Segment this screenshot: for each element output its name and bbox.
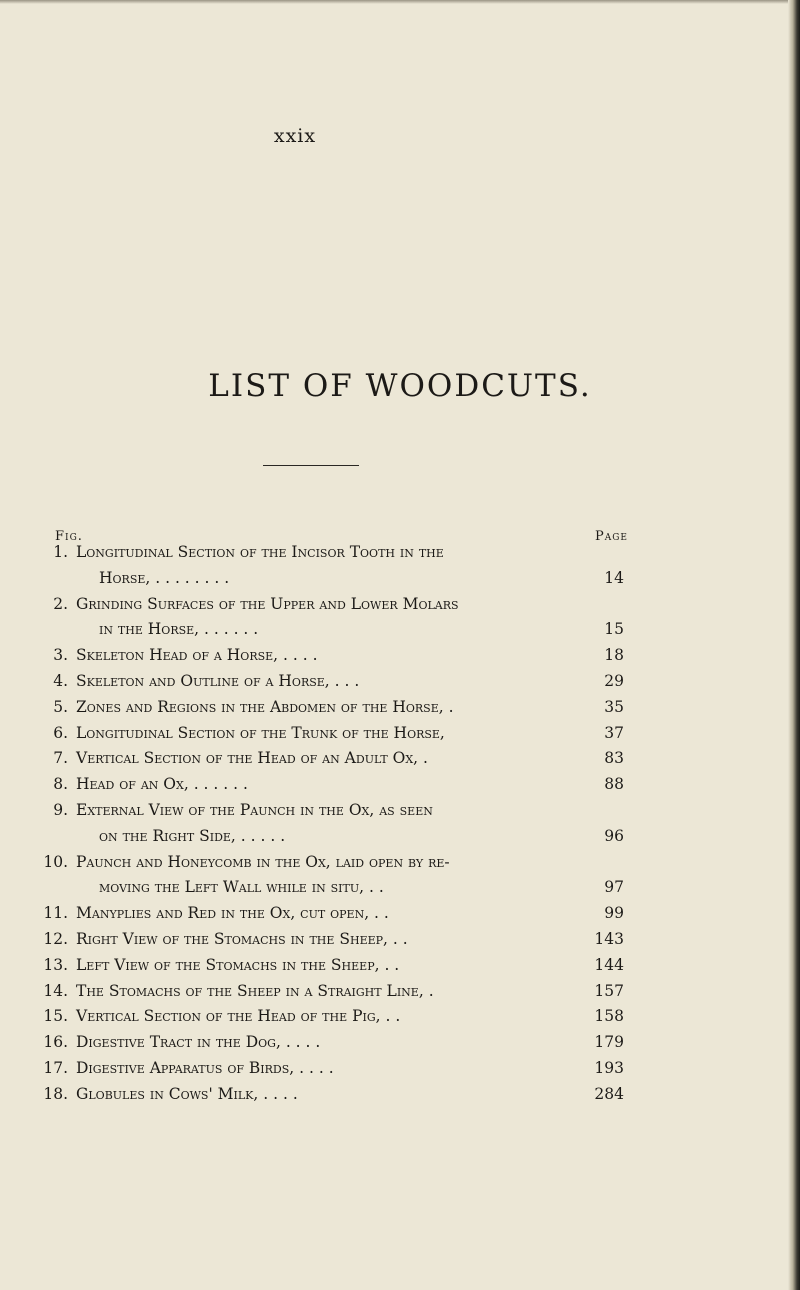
page-column-header: Page [594, 529, 628, 544]
list-item [0, 695, 800, 721]
list-item [0, 1030, 800, 1056]
entry-page: 88 [604, 775, 624, 794]
entry-title: Longitudinal Section of the Trunk of the Horse, [76, 723, 445, 742]
entry-page: 179 [594, 1033, 624, 1052]
entry-title-continued: moving the Left Wall while in situ, . . [99, 878, 384, 897]
entry-number: 2. [53, 594, 68, 613]
entry-number: 16. [43, 1033, 68, 1052]
list-item [0, 979, 800, 1005]
entry-number: 7. [53, 749, 68, 768]
list-item [0, 1056, 800, 1082]
list-item [0, 850, 800, 902]
entry-title: Globules in Cows' Milk, . . . . [76, 1084, 298, 1103]
entry-number: 18. [43, 1084, 68, 1103]
entry-title: Skeleton Head of a Horse, . . . . [76, 646, 318, 665]
entry-page: 99 [604, 904, 624, 923]
entry-number: 17. [43, 1058, 68, 1077]
entry-title: Zones and Regions in the Abdomen of the Horse, . [76, 697, 454, 716]
entry-title: Paunch and Honeycomb in the Ox, laid open by re- [76, 852, 450, 871]
entry-number: 13. [43, 955, 68, 974]
list-item [0, 901, 800, 927]
page-title: LIST OF WOODCUTS. [208, 368, 592, 404]
list-item [0, 746, 800, 772]
entry-number: 12. [43, 929, 68, 948]
entry-page: 14 [604, 568, 624, 587]
entry-title: External View of the Paunch in the Ox, as seen [76, 800, 433, 819]
entry-title: Vertical Section of the Head of an Adult Ox, . [76, 749, 428, 768]
list-item [0, 1082, 800, 1108]
list-item [0, 772, 800, 798]
list-item [0, 1004, 800, 1030]
title-divider [263, 465, 359, 466]
entry-page: 158 [594, 1007, 624, 1026]
list-item [0, 927, 800, 953]
entry-page: 143 [594, 929, 624, 948]
entry-title: Head of an Ox, . . . . . . [76, 775, 248, 794]
list-item [0, 798, 800, 850]
entry-page: 83 [604, 749, 624, 768]
entry-number: 5. [53, 697, 68, 716]
entry-number: 1. [53, 543, 68, 561]
entry-title: Left View of the Stomachs in the Sheep, . . [76, 955, 400, 974]
entry-title: Manyplies and Red in the Ox, cut open, . . [76, 904, 389, 923]
entry-title: Right View of the Stomachs in the Sheep, . . [76, 929, 408, 948]
list-item [0, 592, 800, 644]
entry-title: Grinding Surfaces of the Upper and Lower Molars [76, 594, 459, 613]
entry-number: 4. [53, 671, 68, 690]
entry-number: 8. [53, 775, 68, 794]
entry-title-continued: in the Horse, . . . . . . [99, 620, 259, 639]
entry-page: 37 [604, 723, 624, 742]
entry-number: 11. [43, 904, 68, 923]
entry-number: 6. [53, 723, 68, 742]
woodcut-list [0, 540, 800, 1108]
entry-page: 193 [594, 1058, 624, 1077]
entry-title-continued: Horse, . . . . . . . . [99, 568, 230, 587]
entry-title: Digestive Apparatus of Birds, . . . . [76, 1058, 334, 1077]
entry-page: 35 [604, 697, 624, 716]
entry-number: 3. [53, 646, 68, 665]
fig-column-header: Fig. [55, 529, 83, 544]
page-top-edge [0, 0, 800, 4]
page-number: xxix [273, 125, 317, 147]
entry-page: 96 [604, 826, 624, 845]
entry-title: Vertical Section of the Head of the Pig, . . [76, 1007, 401, 1026]
entry-page: 18 [604, 646, 624, 665]
entry-title: Skeleton and Outline of a Horse, . . . [76, 671, 360, 690]
entry-title: The Stomachs of the Sheep in a Straight Line, . [76, 981, 434, 1000]
list-item [0, 669, 800, 695]
entry-page: 144 [594, 955, 624, 974]
entry-page: 157 [594, 981, 624, 1000]
entry-title: Longitudinal Section of the Incisor Tooth in the [76, 543, 444, 561]
list-item [0, 721, 800, 747]
entry-number: 9. [53, 800, 68, 819]
entry-page: 284 [594, 1084, 624, 1103]
list-item [0, 540, 800, 592]
entry-number: 10. [43, 852, 68, 871]
list-item [0, 643, 800, 669]
list-item [0, 953, 800, 979]
entry-page: 15 [604, 620, 624, 639]
entry-title: Digestive Tract in the Dog, . . . . [76, 1033, 321, 1052]
entry-page: 29 [604, 671, 624, 690]
entry-title-continued: on the Right Side, . . . . . [99, 826, 286, 845]
entry-number: 15. [43, 1007, 68, 1026]
entry-number: 14. [43, 981, 68, 1000]
entry-page: 97 [604, 878, 624, 897]
